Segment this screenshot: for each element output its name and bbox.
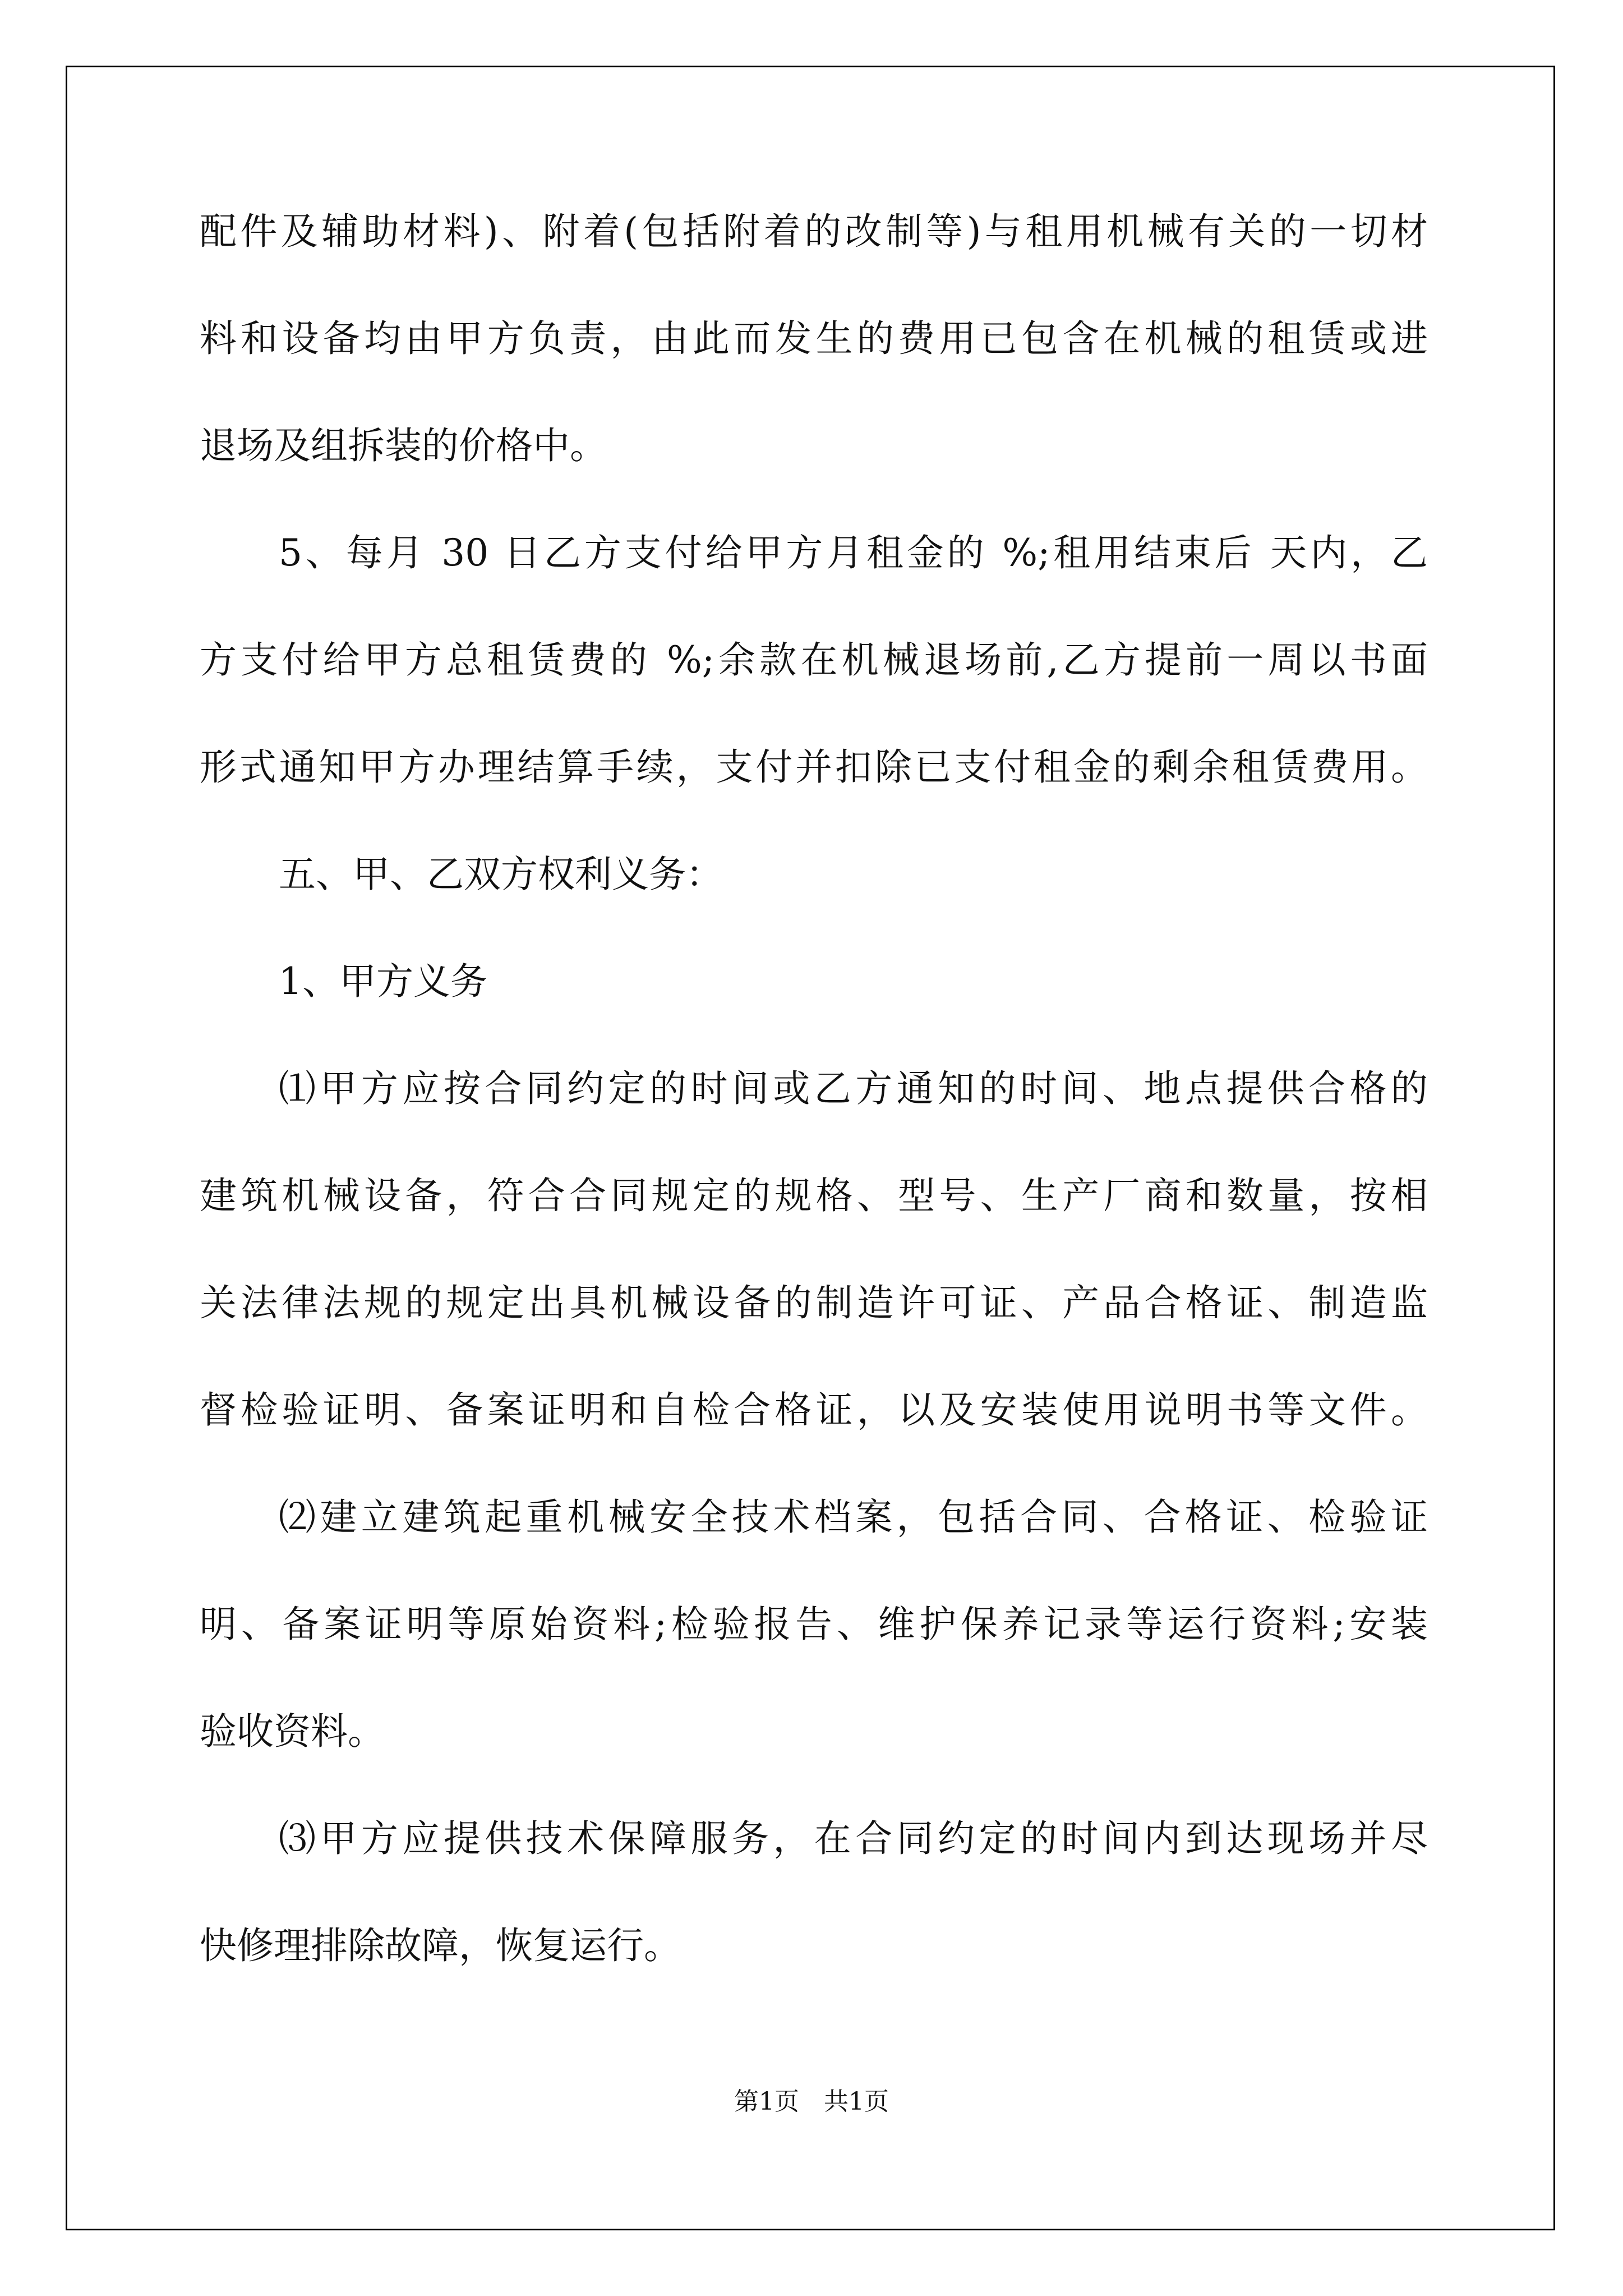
section-heading: 五、甲、乙双方权利义务：: [279, 853, 723, 896]
text-line: ⑶甲方应提供技术保障服务，在合同约定的时间内到达现场并尽: [279, 1817, 1428, 1860]
text-line: 督检验证明、备案证明和自检合格证，以及安装使用说明书等文件。: [200, 1388, 1428, 1432]
text-line: 配件及辅助材料)、附着(包括附着的改制等)与租用机械有关的一切材: [200, 210, 1428, 253]
text-line: ⑴甲方应按合同约定的时间或乙方通知的时间、地点提供合格的: [279, 1067, 1428, 1110]
text-line: 形式通知甲方办理结算手续，支付并扣除已支付租金的剩余租赁费用。: [200, 746, 1428, 789]
text-line: 料和设备均由甲方负责，由此而发生的费用已包含在机械的租赁或进: [200, 317, 1428, 360]
text-line: 方支付给甲方总租赁费的 %;余款在机械退场前,乙方提前一周以书面: [200, 638, 1428, 682]
document-body: [200, 210, 1428, 1967]
page-number-footer: 第1页 共1页: [734, 2087, 889, 2116]
text-line: ⑵建立建筑起重机械安全技术档案，包括合同、合格证、检验证: [279, 1496, 1428, 1539]
text-line: 退场及组拆装的价格中。: [200, 424, 607, 467]
text-line: 明、备案证明等原始资料;检验报告、维护保养记录等运行资料;安装: [200, 1603, 1428, 1646]
text-line: 验收资料。: [200, 1710, 385, 1753]
subsection-heading: 1、甲方义务: [279, 960, 487, 1003]
text-line: 快修理排除故障，恢复运行。: [200, 1924, 681, 1967]
text-line: 建筑机械设备，符合合同规定的规格、型号、生产厂商和数量，按相: [200, 1174, 1428, 1217]
text-line: 5、每月 30 日乙方支付给甲方月租金的 %;租用结束后 天内，乙: [279, 531, 1428, 574]
text-line: 关法律法规的规定出具机械设备的制造许可证、产品合格证、制造监: [200, 1281, 1428, 1324]
